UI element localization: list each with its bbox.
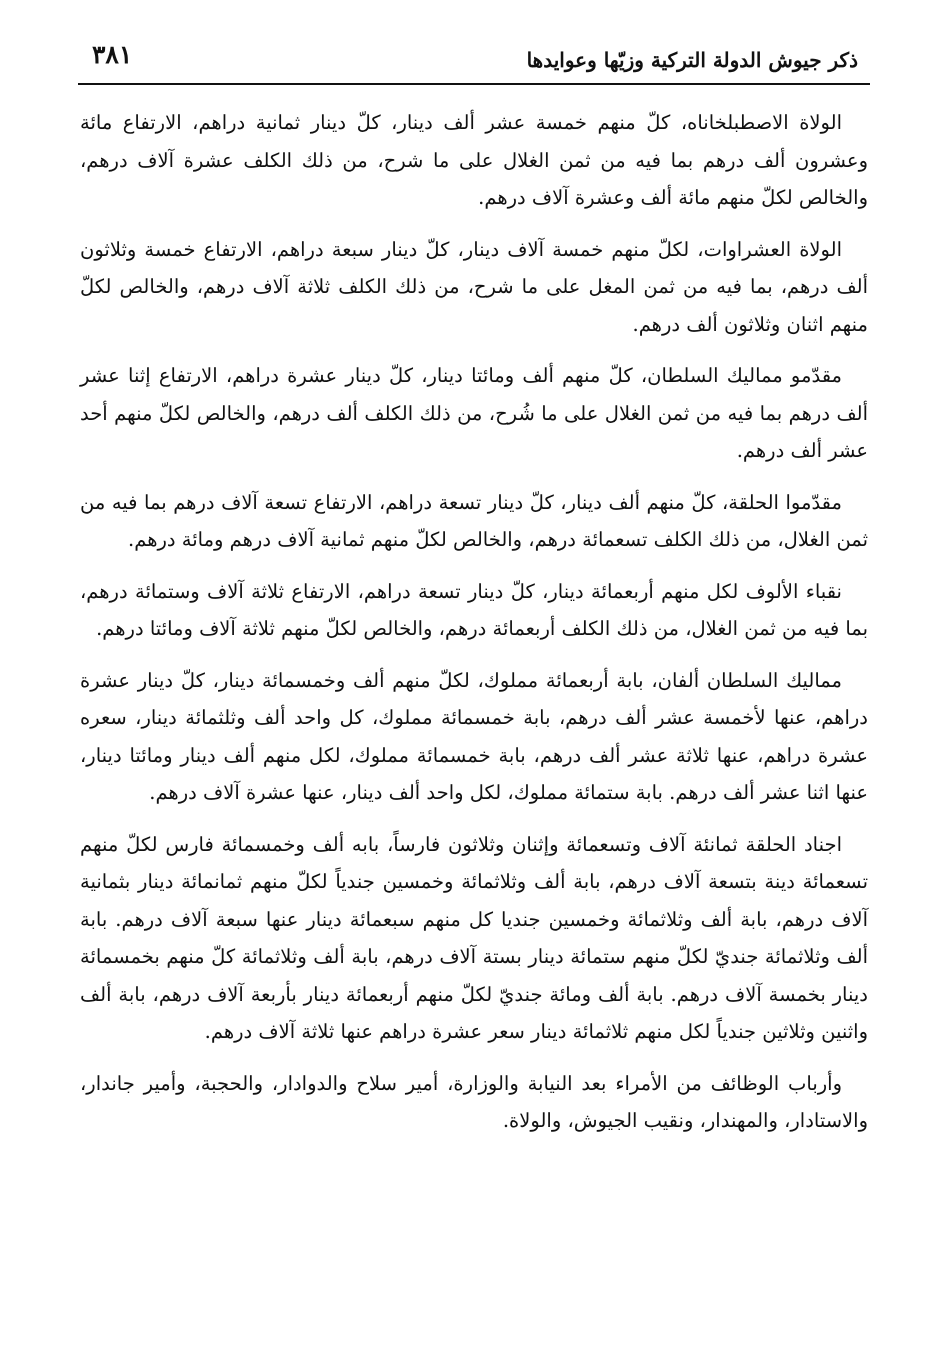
paragraph-nuqaba-al-uluf: نقباء الألوف لكل منهم أربعمائة دينار، كلّ دينار تسعة دراهم، الارتفاع ثلاثة آلاف وستمائة درهم، بما فيه من ثمن الغلال، من ذلك الكلف أربعمائة درهم، والخالص لكلّ منهم ثلاثة آلاف ومائتا درهم. — [80, 579, 868, 640]
paragraph-istablkhanah-governors: الولاة الاصطبلخاناه، كلّ منهم خمسة عشر ألف دينار، كلّ دينار ثمانية دراهم، الارتفاع مائة وعشرون ألف درهم بما فيه من ثمن الغلال على ما شرح، من ذلك الكلف عشرة آلاف درهم، والخالص لكلّ منهم مائة ألف وعشرة آلاف درهم. — [80, 111, 868, 209]
paragraph-halqa-commanders: مقدّموا الحلقة، كلّ منهم ألف دينار، كلّ دينار تسعة دراهم، الارتفاع تسعة آلاف درهم بما فيه من ثمن الغلال، من ذلك الكلف تسعمائة درهم، والخالص لكلّ منهم ثمانية آلاف درهم ومائة درهم. — [80, 490, 868, 551]
paragraph-sultan-mamluk-commanders: مقدّمو مماليك السلطان، كلّ منهم ألف ومائتا دينار، كلّ دينار عشرة دراهم، الارتفاع إثنا عشر ألف درهم بما فيه من ثمن الغلال على ما شُرح، من ذلك الكلف ألف درهم، والخالص لكلّ منهم أحد عشر ألف درهم. — [80, 364, 868, 462]
paragraph-sultan-mamluks: مماليك السلطان ألفان، بابة أربعمائة مملوك، لكلّ منهم ألف وخمسمائة دينار، كلّ دينار عشرة دراهم، عنها لأخمسة عشر ألف درهم، بابة خمسمائة مملوك، كل واحد ألف وثلثمائة دينار، سعره عشرة دراهم، عنها ثلاثة عشر ألف درهم، بابة خمسمائة مملوك، لكل منهم ألف دينار ومائتا دينار، عنها اثنا عشر ألف درهم. بابة ستمائة مملوك، لكل واحد ألف دينار، عنها عشرة آلاف درهم. — [80, 668, 868, 804]
page-number: ٣٨١ — [92, 40, 133, 69]
paragraph-office-holders: وأرباب الوظائف من الأمراء بعد النيابة والوزارة، أمير سلاح والدوادار، والحجبة، وأمير جاندار، والاستادار، والمهندار، ونقيب الجيوش، والولاة. — [80, 1071, 868, 1132]
paragraph-ashrawat-governors: الولاة العشراوات، لكلّ منهم خمسة آلاف دينار، كلّ دينار سبعة دراهم، الارتفاع خمسة وثلاثون ألف درهم، بما فيه من ثمن المغل على ما شرح، من ذلك الكلف ثلاثة آلاف درهم، والخالص لكلّ منهم اثنان وثلاثون ألف درهم. — [80, 237, 868, 336]
running-head: ذكر جيوش الدولة التركية وزيّها وعوايدها — [526, 48, 858, 72]
body-text — [80, 104, 868, 1154]
paragraph-halqa-soldiers: اجناد الحلقة ثمانئة آلاف وتسعمائة وإثنان وثلاثون فارساً، بابه ألف وخمسمائة فارس لكلّ منهم تسعمائة دينة بتسعة آلاف درهم، بابة ألف وثلاثمائة وخمسين جندياً لكلّ منهم ثمانمائة دينار بثمانية آلاف درهم، بابة ألف وثلاثمائة وخمسين جنديا كل منهم سبعمائة دينار عنها سبعة آلاف درهم. بابة ألف وثلاثمائة جنديّ لكلّ منهم ستمائة دينار بستة آلاف درهم، بابة ألف وثلاثمائة كلّ منهم بخمسمائة دينار بخمسة آلاف درهم. بابة ألف ومائة جنديّ لكلّ منهم أربعمائة دينار بأربعة آلاف درهم، بابة ألف واثنين وثلاثين جندياً لكل منهم ثلاثمائة دينار سعر عشرة دراهم عنها ثلاثة آلاف درهم. — [80, 832, 868, 1043]
header-rule — [78, 83, 870, 85]
page-header — [78, 30, 868, 80]
